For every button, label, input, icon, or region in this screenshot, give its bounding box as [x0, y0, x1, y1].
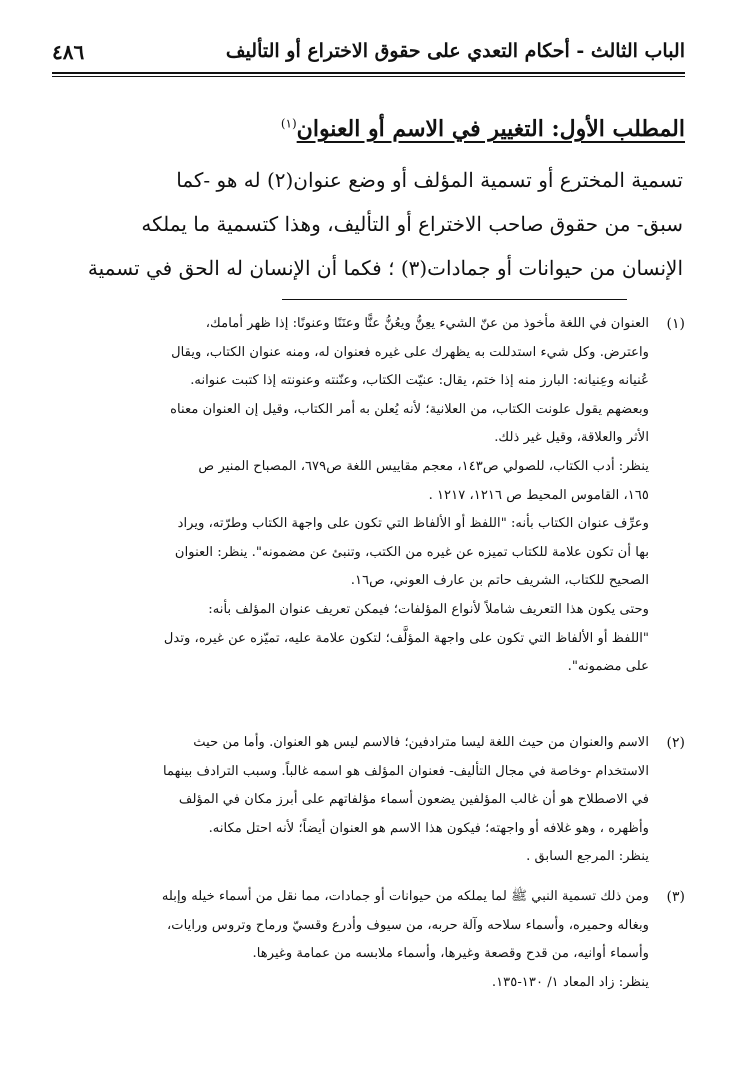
footnote-line: ينظر: المرجع السابق . [526, 849, 649, 865]
footnote-line: الأثر والعلاقة، وقيل غير ذلك. [494, 430, 649, 446]
body-paragraph [52, 158, 683, 290]
footnote-2 [40, 729, 685, 872]
footnote-line: ١٦٥، القاموس المحيط ص ١٢١٦، ١٢١٧ . [428, 487, 649, 503]
footnote-mark: (١) [666, 316, 685, 332]
footnote-mark: (٣) [666, 889, 685, 905]
footnote-line: على مضمونه". [567, 659, 649, 675]
header-rule-thick [52, 72, 685, 74]
footnote-line: الاسم والعنوان من حيث اللغة ليسا مترادفين؛ فالاسم ليس هو العنوان. وأما من حيث [193, 735, 649, 750]
footnote-line: وبغاله وحميره، وأسماء سلاحه وآلة حربه، من سيوف وأدرع وقسيّ ورماح وتروس ورايات، [166, 917, 649, 933]
section-heading [281, 116, 685, 142]
page-number: ٤٨٦ [52, 40, 85, 64]
footnote-line: عُنيانه وعِنيانه: البارز منه إذا ختم، يقال: عنيّت الكتاب، وعنّنته وعنونته إذا كتبت عنوانه. [190, 373, 649, 389]
footnote-line: بها أن تكون علامة للكتاب تميزه عن غيره من الكتب، وتنبئ عن مضمونه". ينظر: العنوان [174, 544, 649, 560]
footnote-line: في الاصطلاح هو أن غالب المؤلفين يضعون أسماء مؤلفاتهم على أبرز مكان في المؤلف [178, 792, 649, 808]
footnote-separator [282, 299, 627, 300]
footnote-line: ينظر: زاد المعاد ١/ ١٣٠-١٣٥. [491, 974, 649, 990]
footnote-3 [40, 883, 685, 997]
footnote-line: وأسماء أوانيه، من قدح وقصعة وغيرها، وأسماء ملابسه من عمامة وغيرها. [252, 946, 649, 962]
footnote-line: واعترض. وكل شيء استدللت به يظهرك على غيره فعنوان له، ومنه عنوان الكتاب، ويقال [171, 344, 649, 360]
footnote-line: الصحيح للكتاب، الشريف حاتم بن عارف العوني، ص١٦. [350, 573, 649, 589]
footnote-mark: (٢) [666, 735, 685, 751]
footnote-line: وحتى يكون هذا التعريف شاملاً لأنواع المؤلفات؛ فيمكن تعريف عنوان المؤلف بأنه: [208, 601, 649, 617]
footnote-line: "اللفظ أو الألفاظ التي تكون على واجهة المؤلَّف؛ لتكون علامة عليه، تميّزه عن غيره، وتدل [163, 630, 649, 646]
body-line: تسمية المخترع أو تسمية المؤلف أو وضع عنوان(٢) له هو -كما [176, 168, 683, 192]
footnote-line: وعرِّف عنوان الكتاب بأنه: "اللفظ أو الألفاظ التي تكون على واجهة الكتاب وطرّته، ويراد [177, 516, 649, 532]
footnote-line: الاستخدام -وخاصة في مجال التأليف- فعنوان المؤلف هو اسمه غالباً. وسبب الترادف بينهما [162, 763, 649, 779]
body-line: الإنسان من حيوانات أو جمادات(٣) ؛ فكما أن الإنسان له الحق في تسمية [87, 256, 683, 280]
footnote-line: ينظر: أدب الكتاب، للصولي ص١٤٣، معجم مقاييس اللغة ص٦٧٩، المصباح المنير ص [198, 458, 649, 474]
footnote-line: وأظهره ، وهو غلافه أو واجهته؛ فيكون هذا الاسم هو العنوان أيضاً؛ لأنه احتل مكانه. [208, 820, 649, 836]
header-rule-thin [52, 76, 685, 77]
footnote-line: ومن ذلك تسمية النبي ﷺ لما يملكه من حيوانات أو جمادات، مما نقل من أسماء خيله وإبله [161, 889, 649, 904]
running-header [52, 38, 685, 80]
section-heading-text: المطلب الأول: التغيير في الاسم أو العنوان [296, 116, 685, 142]
footnote-1 [40, 310, 685, 682]
footnote-line: العنوان في اللغة مأخوذ من عنّ الشيء يعِنُّ ويعُنُّ عنًّا وعنَنًا وعنونًا: إذا ظهر أمامك، [205, 316, 649, 331]
footnote-ref-1: (١) [280, 116, 297, 131]
footnote-line: وبعضهم يقول علونت الكتاب، من العلانية؛ لأنه يُعلن به أمر الكتاب، وقيل إن العنوان معناه [170, 401, 649, 417]
chapter-title: الباب الثالث - أحكام التعدي على حقوق الاختراع أو التأليف [225, 40, 685, 62]
body-line: سبق- من حقوق صاحب الاختراع أو التأليف، وهذا كتسمية ما يملكه [141, 212, 683, 236]
